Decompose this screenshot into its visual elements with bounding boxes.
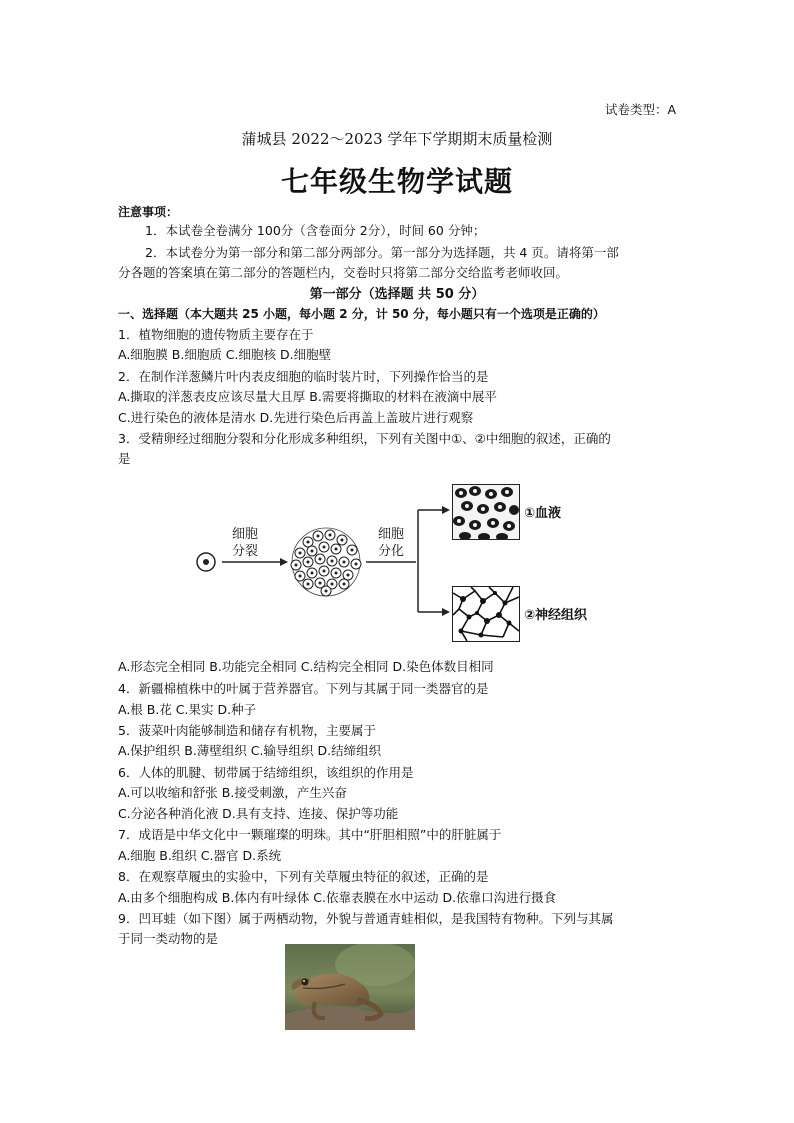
q4-options: A.根 B.花 C.果实 D.种子 (118, 702, 257, 717)
q8-stem: 8．在观察草履虫的实验中，下列有关草履虫特征的叙述，正确的是 (118, 869, 489, 884)
q2-stem: 2．在制作洋葱鳞片叶内表皮细胞的临时装片时，下列操作恰当的是 (118, 369, 489, 384)
q6-options-2: C.分泌各种消化液 D.具有支持、连接、保护等功能 (118, 806, 399, 821)
frog-photo (285, 944, 415, 1030)
q2-options-1: A.撕取的洋葱表皮应该尽量大且厚 B.需要将撕取的材料在液滴中展平 (118, 389, 497, 404)
blood-label: ①血液 (524, 506, 562, 521)
cell-differentiation-diagram (190, 478, 620, 650)
q3-options: A.形态完全相同 B.功能完全相同 C.结构完全相同 D.染色体数目相同 (118, 659, 494, 674)
q3-stem-line-2: 是 (118, 451, 131, 466)
notice-item-2-line-2: 分各题的答案填在第二部分的答题栏内，交卷时只将第二部分交给监考老师收回。 (118, 265, 569, 280)
cell-cluster (291, 528, 361, 596)
exam-title: 七年级生物学试题 (280, 165, 513, 198)
q6-stem: 6．人体的肌腱、韧带属于结缔组织，该组织的作用是 (118, 765, 414, 780)
nerve-label: ②神经组织 (524, 608, 588, 623)
q3-stem-line-1: 3．受精卵经过细胞分裂和分化形成多种组织，下列有关图中①、②中细胞的叙述，正确的 (118, 431, 611, 446)
blood-tissue-image (452, 484, 520, 540)
q1-options: A.细胞膜 B.细胞质 C.细胞核 D.细胞壁 (118, 347, 332, 362)
q2-options-2: C.进行染色的液体是清水 D.先进行染色后再盖上盖玻片进行观察 (118, 410, 474, 425)
q9-stem-line-2: 于同一类动物的是 (118, 931, 219, 946)
q8-options: A.由多个细胞构成 B.体内有叶绿体 C.依靠表膜在水中运动 D.依靠口沟进行摄食 (118, 890, 557, 905)
nerve-tissue-image (452, 586, 520, 642)
q5-options: A.保护组织 B.薄壁组织 C.输导组织 D.结缔组织 (118, 743, 382, 758)
exam-subtitle: 蒲城县 2022～2023 学年下学期期末质量检测 (241, 130, 553, 148)
differentiation-label: 细胞 分化 (378, 527, 405, 559)
q6-options-1: A.可以收缩和舒张 B.接受刺激，产生兴奋 (118, 785, 347, 800)
notice-item-2-line-1: 2．本试卷分为第一部分和第二部分两部分。第一部分为选择题，共 4 页。请将第一部 (145, 245, 619, 260)
q1-stem: 1．植物细胞的遗传物质主要存在于 (118, 327, 314, 342)
q4-stem: 4．新疆棉植株中的叶属于营养器官。下列与其属于同一类器官的是 (118, 681, 489, 696)
notice-heading: 注意事项： (118, 205, 179, 219)
q7-stem: 7．成语是中华文化中一颗璀璨的明珠。其中“肝胆相照”中的肝脏属于 (118, 827, 502, 842)
part1-title: 第一部分（选择题 共 50 分） (309, 287, 485, 302)
q5-stem: 5．菠菜叶肉能够制造和储存有机物，主要属于 (118, 723, 376, 738)
paper-type: 试卷类型：A (604, 102, 676, 117)
division-label: 细胞 分裂 (232, 527, 259, 559)
q9-stem-line-1: 9．凹耳蛙（如下图）属于两栖动物，外貌与普通青蛙相似，是我国特有物种。下列与其属 (118, 911, 614, 926)
part1-instruction: 一、选择题（本大题共 25 小题，每小题 2 分，计 50 分，每小题只有一个选项是正确的） (118, 307, 605, 321)
notice-item-1: 1．本试卷全卷满分 100分（含卷面分 2分），时间 60 分钟； (145, 223, 486, 238)
q7-options: A.细胞 B.组织 C.器官 D.系统 (118, 848, 282, 863)
